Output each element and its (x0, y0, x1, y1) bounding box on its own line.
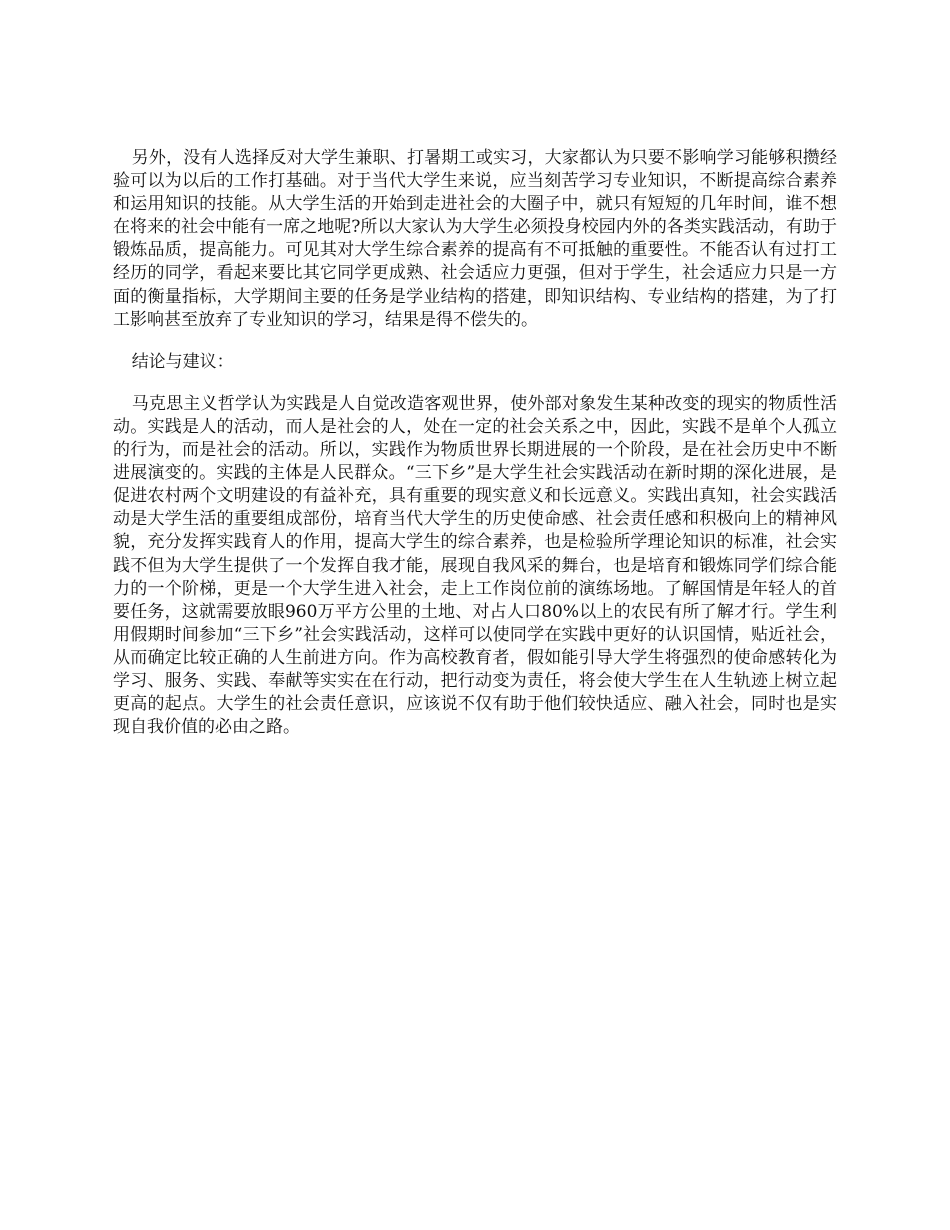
body-paragraph: 另外，没有人选择反对大学生兼职、打暑期工或实习，大家都认为只要不影响学习能够积攒经验可以为以后的工作打基础。对于当代大学生来说，应当刻苦学习专业知识，不断提高综合素养和运用知识的技能。从大学生活的开始到走进社会的大圈子中，就只有短短的几年时间，谁不想在将来的社会中能有一席之地呢?所以大家认为大学生必须投身校园内外的各类实践活动，有助于锻炼品质，提高能力。可见其对大学生综合素养的提高有不可抵触的重要性。不能否认有过打工经历的同学，看起来要比其它同学更成熟、社会适应力更强，但对于学生，社会适应力只是一方面的衡量指标，大学期间主要的任务是学业结构的搭建，即知识结构、专业结构的搭建，为了打工影响甚至放弃了专业知识的学习，结果是得不偿失的。 (113, 148, 837, 330)
section-heading: 结论与建议： (131, 351, 234, 372)
document-body (113, 147, 837, 739)
body-paragraph: 马克思主义哲学认为实践是人自觉改造客观世界，使外部对象发生某种改变的现实的物质性活动。实践是人的活动，而人是社会的人，处在一定的社会关系之中，因此，实践不是单个人孤立的行为，而是社会的活动。所以，实践作为物质世界长期进展的一个阶段，是在社会历史中不断进展演变的。实践的主体是人民群众。“三下乡”是大学生社会实践活动在新时期的深化进展，是促进农村两个文明建设的有益补充，具有重要的现实意义和长远意义。实践出真知，社会实践活动是大学生活的重要组成部份，培育当代大学生的历史使命感、社会责任感和积极向上的精神风貌，充分发挥实践育人的作用，提高大学生的综合素养，也是检验所学理论知识的标准，社会实践不但为大学生提供了一个发挥自我才能，展现自我风采的舞台，也是培育和锻炼同学们综合能力的一个阶梯，更是一个大学生进入社会，走上工作岗位前的演练场地。了解国情是年轻人的首要任务，这就需要放眼960万平方公里的土地、对占人口80%以上的农民有所了解才行。学生利用假期时间参加“三下乡”社会实践活动，这样可以使同学在实践中更好的认识国情，贴近社会，从而确定比较正确的人生前进方向。作为高校教育者，假如能引导大学生将强烈的使命感转化为学习、服务、实践、奉献等实实在在行动，把行动变为责任，将会使大学生在人生轨迹上树立起更高的起点。大学生的社会责任意识，应该说不仅有助于他们较快适应、融入社会，同时也是实现自我价值的必由之路。 (113, 393, 837, 738)
